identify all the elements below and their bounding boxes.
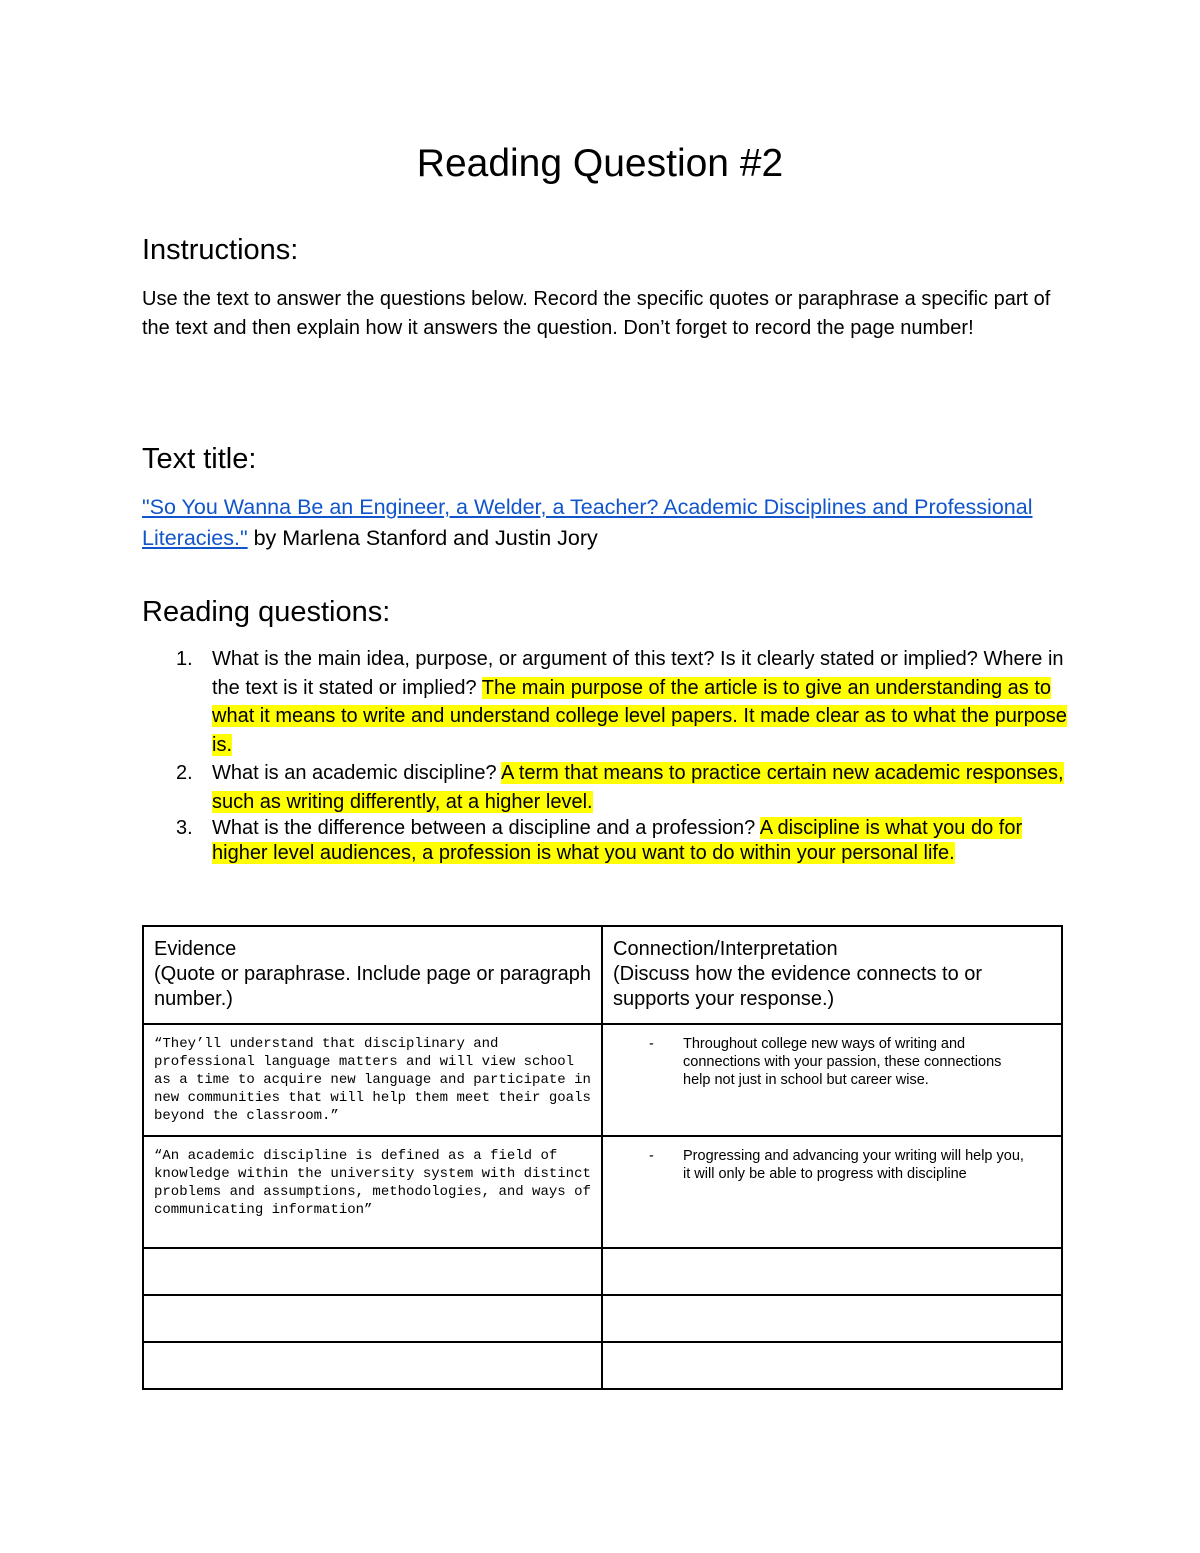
connection-header-cell [602,926,1062,1024]
answer-text: A discipline is what you do for higher level audiences, a profession is what you want to do within your personal life. [212,817,1023,864]
question-text: What is the main idea, purpose, or argument of this text? Is it clearly stated or implied? Where in the text is it stated or implied? [212,648,1064,699]
connection-header-title: Connection/Interpretation [613,938,838,960]
instructions-body: Use the text to answer the questions below. Record the specific quotes or paraphrase a specific part of the text and then explain how it answers the question. Don’t forget to record the page number! [142,288,1051,339]
page-title: Reading Question #2 [416,142,784,185]
evidence-header-title: Evidence [154,938,237,960]
evidence-quote: “They’ll understand that disciplinary and professional language matters and will view school as a time to acquire new language and participate in new communities that will help them meet their goals beyond the classroom.” [154,1036,600,1124]
connection-cell-empty[interactable] [602,1248,1062,1295]
list-number: 1. [176,648,193,670]
question-text: What is an academic discipline? [212,762,502,784]
answer-text: A term that means to practice certain new academic responses, such as writing differently, at a higher level. [212,762,1064,813]
evidence-cell-empty[interactable] [143,1295,602,1342]
text-title-line [142,492,1072,554]
list-item [142,816,1072,866]
connection-cell[interactable] [602,1136,1062,1248]
reading-questions-list [142,645,1072,866]
table-row [143,1024,1062,1136]
table-header-row [143,926,1062,1024]
connection-text: Throughout college new ways of writing and connections with your passion, these connections help not just in school but career wise. [683,1036,1002,1088]
instructions-heading: Instructions: [142,234,299,266]
text-title-link[interactable]: "So You Wanna Be an Engineer, a Welder, a Teacher? Academic Disciplines and Professional Literacies." [142,495,1033,550]
evidence-quote: “An academic discipline is defined as a field of knowledge within the university system with distinct problems and assumptions, methodologies, and ways of communicating information” [154,1148,600,1218]
list-item [142,645,1072,759]
evidence-header-subtitle: (Quote or paraphrase. Include page or paragraph number.) [154,963,591,1010]
table-row [143,1295,1062,1342]
answer-text: The main purpose of the article is to give an understanding as to what it means to write and understand college level papers. It made clear as to what the purpose is. [212,676,1067,756]
evidence-cell[interactable] [143,1136,602,1248]
reading-questions-heading: Reading questions: [142,596,391,628]
connection-cell-empty[interactable] [602,1342,1062,1389]
connection-cell[interactable] [602,1024,1062,1136]
dash-bullet: - [649,1148,654,1164]
table-row [143,1248,1062,1295]
list-number: 3. [176,817,193,839]
connection-bullet [613,1035,1051,1089]
connection-header-subtitle: (Discuss how the evidence connects to or supports your response.) [613,963,983,1010]
connection-text: Progressing and advancing your writing will help you, it will only be able to progress with discipline [683,1148,1024,1182]
evidence-table [142,925,1063,1390]
connection-cell-empty[interactable] [602,1295,1062,1342]
question-text: What is the difference between a discipline and a profession? [212,817,760,839]
table-row [143,1342,1062,1389]
text-title-byline: by Marlena Stanford and Justin Jory [247,526,598,550]
dash-bullet: - [649,1036,654,1052]
connection-bullet [613,1147,1051,1183]
evidence-cell-empty[interactable] [143,1342,602,1389]
evidence-cell[interactable] [143,1024,602,1136]
list-number: 2. [176,762,193,784]
list-item [142,759,1072,816]
table-row [143,1136,1062,1248]
evidence-header-cell [143,926,602,1024]
evidence-cell-empty[interactable] [143,1248,602,1295]
text-title-heading: Text title: [142,443,257,475]
